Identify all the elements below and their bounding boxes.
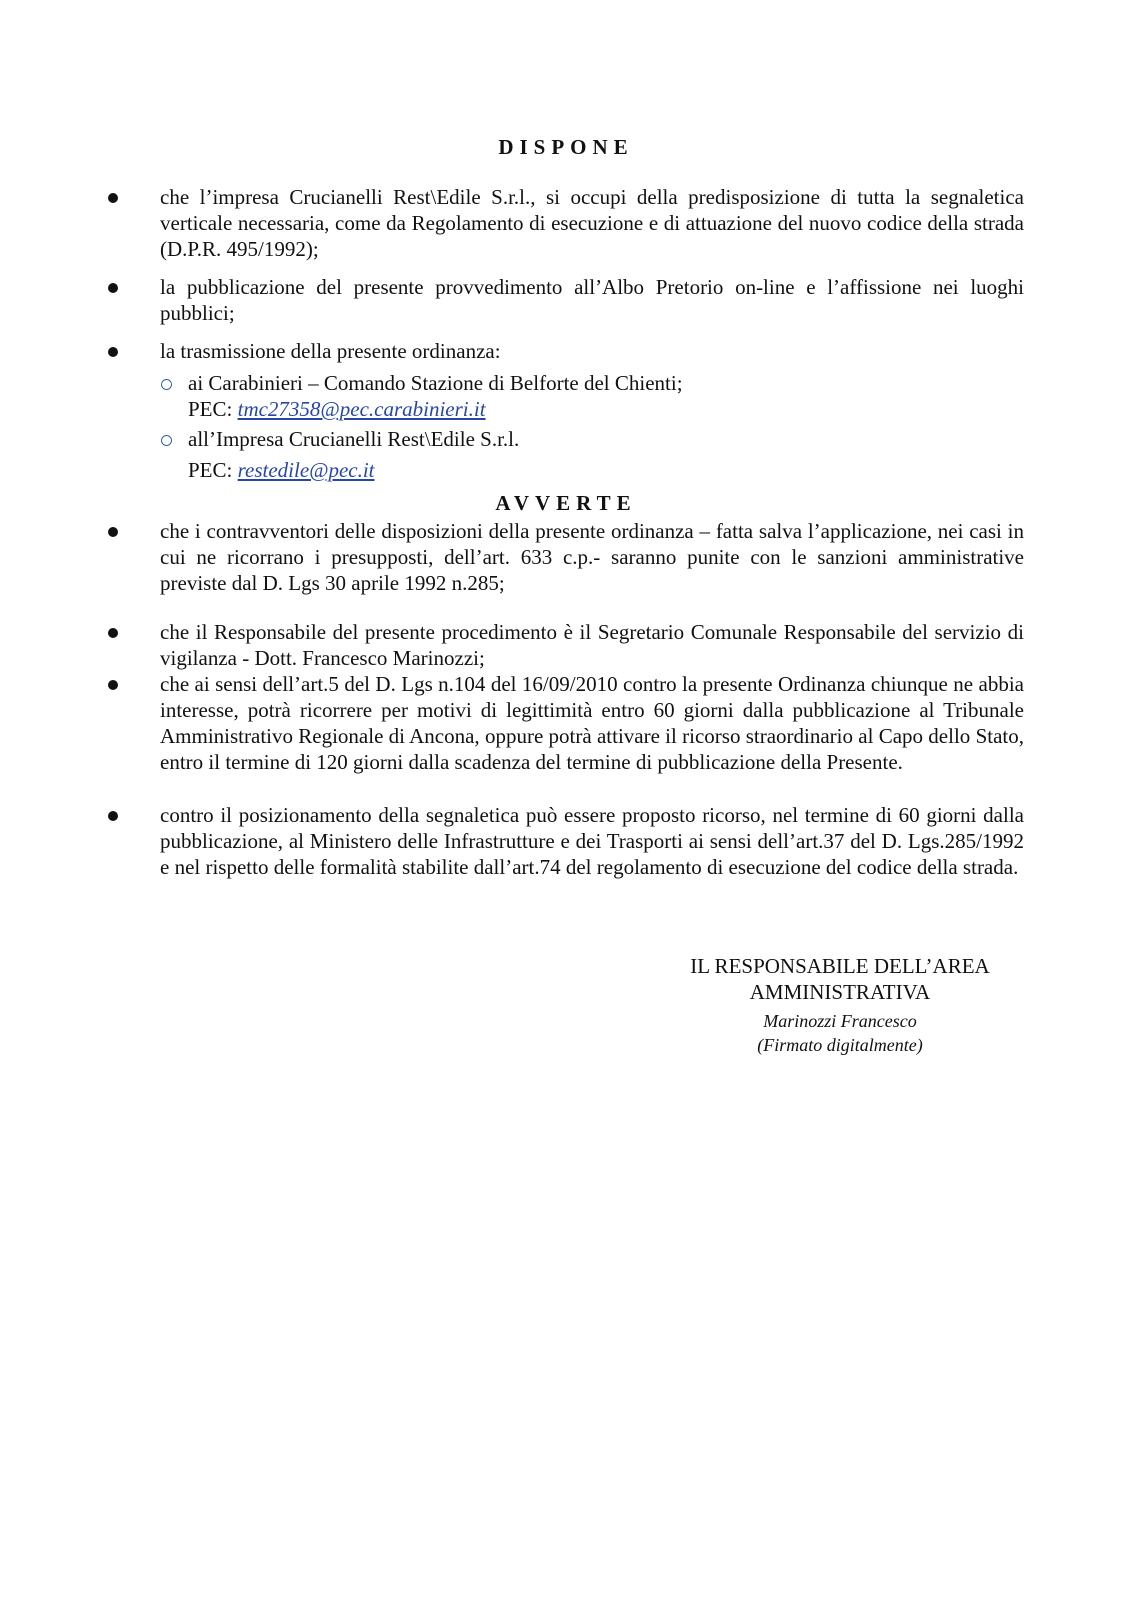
recipient-impresa: all’Impresa Crucianelli Rest\Edile S.r.l. [188,427,520,451]
signature-name: Marinozzi Francesco [763,1011,917,1031]
signature-note: (Firmato digitalmente) [757,1035,923,1055]
signature-title-line2: AMMINISTRATIVA [749,980,931,1004]
bullet-icon [108,527,118,537]
recipient-impresa-pec [188,457,1008,483]
pec-label: PEC: [188,397,233,421]
recipient-carabinieri-pec [188,396,1008,422]
bullet-icon [108,283,118,293]
section-heading-avverte: AVVERTE [495,491,637,515]
recipient-carabinieri: ai Carabinieri – Comando Stazione di Belforte del Chienti; [188,371,683,395]
avverte-item-4: contro il posizionamento della segnaletica può essere proposto ricorso, nel termine di 60 giorni dalla pubblicazione, al Ministero delle Infrastrutture e dei Trasporti ai sensi dell’art.37 del D. Lgs.285/1992 e nel rispetto delle formalità stabilite dall’art.74 del regolamento di esecuzione del codice della strada. [160,803,1024,879]
bullet-icon [108,628,118,638]
sub-bullet-icon [161,435,172,446]
bullet-icon [108,680,118,690]
avverte-item-1: che i contravventori delle disposizioni della presente ordinanza – fatta salva l’applicazione, nei casi in cui ne ricorrano i presupposti, dell’art. 633 c.p.- saranno punite con le sanzioni amministrative previste dal D. Lgs 30 aprile 1992 n.285; [160,519,1024,595]
bullet-icon [108,193,118,203]
bullet-icon [108,347,118,357]
pec-email-link[interactable]: tmc27358@pec.carabinieri.it [237,397,486,421]
dispone-item-2: la pubblicazione del presente provvedimento all’Albo Pretorio on-line e l’affissione nei luoghi pubblici; [160,275,1024,325]
pec-label: PEC: [188,458,233,482]
dispone-item-3: la trasmissione della presente ordinanza: [160,339,501,363]
sub-bullet-icon [161,379,172,390]
pec-email-link[interactable]: restedile@pec.it [237,458,375,482]
section-heading-dispone: DISPONE [498,135,634,159]
dispone-item-1: che l’impresa Crucianelli Rest\Edile S.r.l., si occupi della predisposizione di tutta la segnaletica verticale necessaria, come da Regolamento di esecuzione e di attuazione del nuovo codice della strada (D.P.R. 495/1992); [160,185,1024,261]
avverte-item-3: che ai sensi dell’art.5 del D. Lgs n.104 del 16/09/2010 contro la presente Ordinanza chiunque ne abbia interesse, potrà ricorrere per motivi di legittimità entro 60 giorni dalla pubblicazione al Tribunale Amministrativo Regionale di Ancona, oppure potrà attivare il ricorso straordinario al Capo dello Stato, entro il termine di 120 giorni dalla scadenza del termine di pubblicazione della Presente. [160,672,1024,774]
signature-title-line1: IL RESPONSABILE DELL’AREA [690,954,990,978]
bullet-icon [108,811,118,821]
avverte-item-2: che il Responsabile del presente procedimento è il Segretario Comunale Responsabile del servizio di vigilanza - Dott. Francesco Marinozzi; [160,620,1024,670]
